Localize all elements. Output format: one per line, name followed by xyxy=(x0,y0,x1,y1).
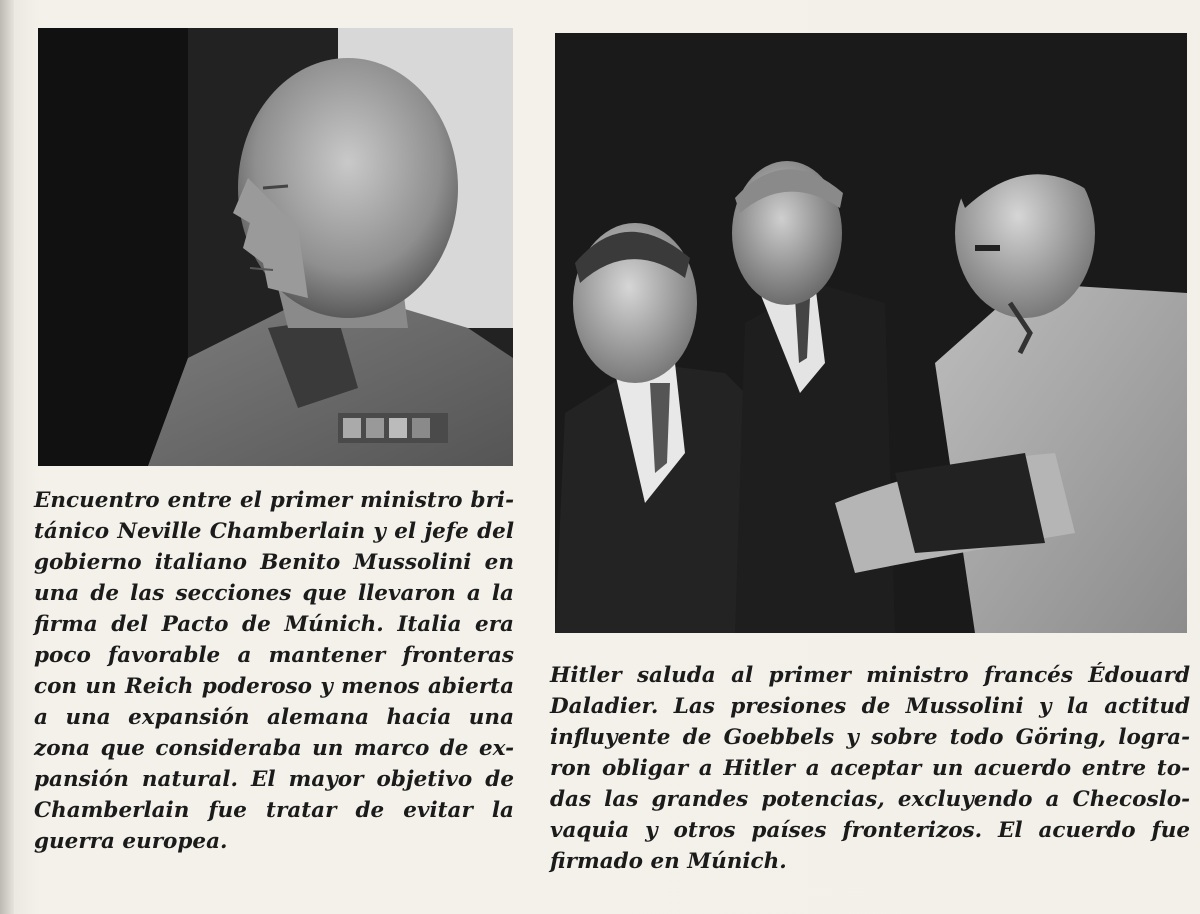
photo-hitler-daladier xyxy=(555,33,1187,633)
caption-line: una de las secciones que llevaron a la xyxy=(34,581,514,606)
caption-line: a una expansión alemana hacia una xyxy=(34,705,514,730)
caption-line: Daladier. Las presiones de Mussolini y la actitud xyxy=(550,694,1190,719)
caption-line: vaquia y otros países fronterizos. El acuerdo fue xyxy=(550,818,1190,843)
page-binding-edge xyxy=(0,0,14,914)
caption-line: pansión natural. El mayor objetivo de xyxy=(34,767,514,792)
caption-line: con un Reich poderoso y menos abierta xyxy=(34,674,514,699)
caption-line: gobierno italiano Benito Mussolini en xyxy=(34,550,514,575)
caption-line: das las grandes potencias, excluyendo a Checoslo- xyxy=(550,787,1190,812)
caption-mussolini xyxy=(34,485,514,857)
caption-line: influyente de Goebbels y sobre todo Göring, logra- xyxy=(550,725,1190,750)
caption-line: firma del Pacto de Múnich. Italia era xyxy=(34,612,514,637)
caption-line: tánico Neville Chamberlain y el jefe del xyxy=(34,519,514,544)
caption-line: zona que consideraba un marco de ex- xyxy=(34,736,514,761)
caption-line: firmado en Múnich. xyxy=(550,849,787,874)
photo-mussolini-illustration xyxy=(38,28,513,466)
caption-hitler-daladier xyxy=(550,660,1190,877)
caption-line: Encuentro entre el primer ministro bri- xyxy=(34,488,514,513)
photo-hitler-daladier-illustration xyxy=(555,33,1187,633)
caption-line: poco favorable a mantener fronteras xyxy=(34,643,514,668)
caption-line: ron obligar a Hitler a aceptar un acuerdo entre to- xyxy=(550,756,1190,781)
caption-line: guerra europea. xyxy=(34,829,228,854)
photo-mussolini xyxy=(38,28,513,466)
caption-line: Hitler saluda al primer ministro francés Édouard xyxy=(550,663,1190,688)
caption-line: Chamberlain fue tratar de evitar la xyxy=(34,798,514,823)
